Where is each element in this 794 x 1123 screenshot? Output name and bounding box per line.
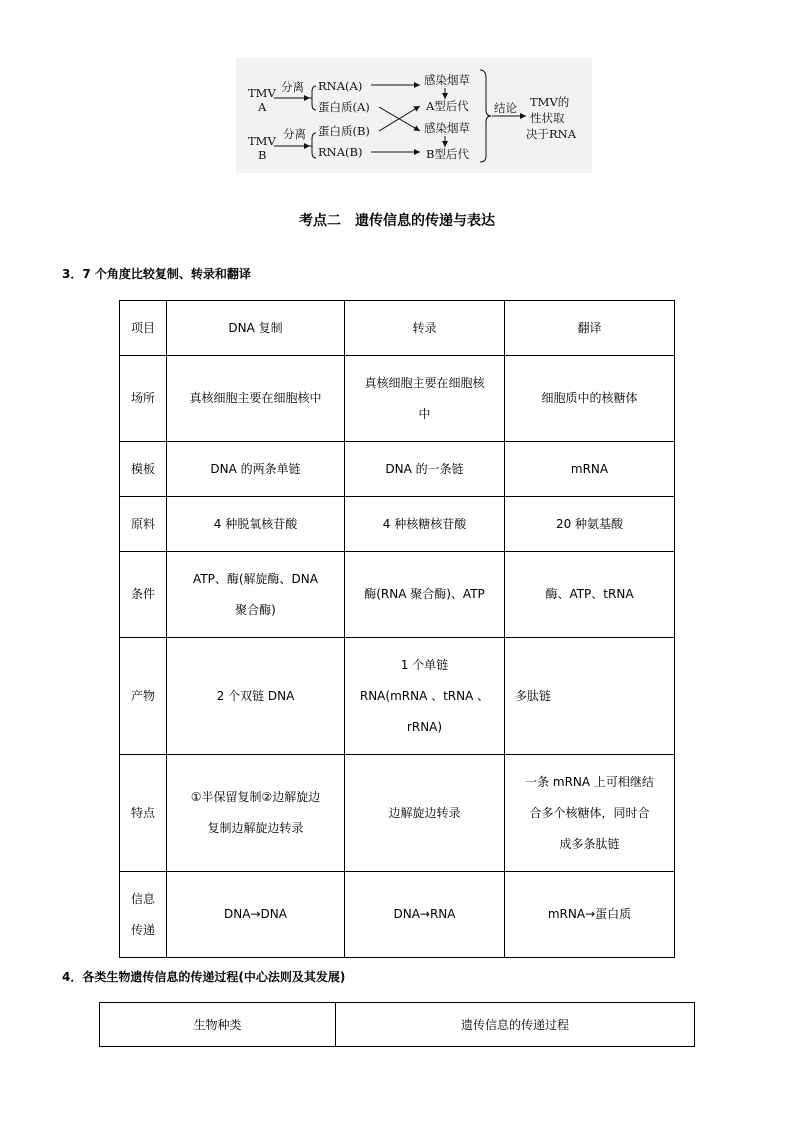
- cell-replication: [167, 755, 345, 872]
- result-line1: TMV的: [530, 95, 570, 109]
- conclusion-brace: [480, 70, 491, 162]
- cell-line: DNA 的两条单链: [210, 461, 301, 476]
- offspring-a-label: A型后代: [426, 99, 469, 113]
- header-organism-type: 生物种类: [100, 1003, 336, 1047]
- cell-line: 4 种脱氧核苷酸: [213, 516, 298, 531]
- row-label-line: 传递: [130, 922, 155, 937]
- tmv-experiment-diagram: [236, 58, 592, 173]
- table-row: [120, 872, 675, 958]
- row-label-line: 模板: [130, 461, 155, 476]
- cell-translation: [505, 356, 675, 442]
- brace-a: [309, 86, 316, 110]
- cell-translation: [505, 497, 675, 552]
- table-row: [120, 442, 675, 497]
- table-row: [120, 755, 675, 872]
- cell-line: DNA→DNA: [224, 907, 287, 921]
- table-header-row: [120, 301, 675, 356]
- infect-label-b: 感染烟草: [424, 121, 470, 135]
- cell-line: 真核细胞主要在细胞核: [364, 375, 485, 390]
- row-label-line: 原料: [130, 516, 155, 531]
- header-transfer-process: 遗传信息的传递过程: [336, 1003, 695, 1047]
- cell-line: mRNA→蛋白质: [547, 907, 632, 921]
- row-label-line: 产物: [130, 688, 155, 703]
- cell-replication: [167, 356, 345, 442]
- table-header-row: [100, 1003, 695, 1047]
- cell-line: ①半保留复制②边解旋边: [190, 790, 321, 804]
- protein-a-label: 蛋白质(A): [318, 100, 370, 114]
- cell-line: mRNA: [570, 461, 609, 476]
- result-line2: 性状取: [530, 111, 565, 125]
- cell-line: 20 种氨基酸: [555, 516, 624, 531]
- header-translation: 翻译: [505, 301, 675, 356]
- comparison-table: [119, 300, 675, 958]
- cell-line: 聚合酶): [235, 602, 276, 617]
- cell-line: rRNA): [406, 719, 443, 734]
- row-label-line: 条件: [130, 587, 155, 601]
- conclusion-label: 结论: [494, 101, 517, 115]
- cell-transcription: [345, 497, 505, 552]
- cell-transcription: [345, 356, 505, 442]
- section-3-heading: 3．7 个角度比较复制、转录和翻译: [62, 267, 251, 281]
- separate-label-a: 分离: [281, 80, 304, 94]
- row-label: [120, 442, 167, 497]
- table-row: [120, 638, 675, 755]
- cell-translation: [505, 755, 675, 872]
- section-title: 考点二 遗传信息的传递与表达: [299, 213, 495, 229]
- section-4-heading: 4．各类生物遗传信息的传递过程(中心法则及其发展): [62, 970, 346, 984]
- cell-line: 细胞质中的核糖体: [541, 391, 638, 405]
- brace-b: [309, 133, 316, 158]
- cell-line: 1 个单链: [400, 657, 449, 672]
- cell-line: 成多条肽链: [559, 836, 620, 851]
- cell-transcription: [345, 872, 505, 958]
- table-row: [120, 356, 675, 442]
- cell-replication: [167, 872, 345, 958]
- offspring-b-label: B型后代: [426, 147, 469, 161]
- row-label: [120, 552, 167, 638]
- cell-replication: [167, 638, 345, 755]
- cell-translation: [505, 552, 675, 638]
- cell-translation: [505, 442, 675, 497]
- cell-transcription: [345, 755, 505, 872]
- cell-line: DNA 的一条链: [385, 461, 464, 476]
- cell-replication: [167, 552, 345, 638]
- cell-line: DNA→RNA: [393, 907, 456, 921]
- table-row: [120, 552, 675, 638]
- rna-a-label: RNA(A): [318, 79, 363, 93]
- cell-translation: [505, 872, 675, 958]
- cell-replication: [167, 442, 345, 497]
- central-dogma-table: [99, 1002, 695, 1047]
- cell-transcription: [345, 442, 505, 497]
- row-label-line: 信息: [130, 891, 155, 906]
- header-item: 项目: [120, 301, 167, 356]
- header-replication: DNA 复制: [167, 301, 345, 356]
- row-label: [120, 872, 167, 958]
- result-line3: 决于RNA: [526, 127, 577, 141]
- cell-line: 合多个核糖体，同时合: [529, 805, 650, 820]
- tmv-diagram-svg: [236, 58, 592, 173]
- cell-line: 中: [418, 406, 431, 421]
- tmv-b-label-line2: B: [258, 148, 267, 162]
- row-label: [120, 497, 167, 552]
- cell-line: RNA(mRNA 、tRNA 、: [359, 688, 490, 703]
- cell-translation: [505, 638, 675, 755]
- rna-b-label: RNA(B): [318, 145, 363, 159]
- row-label-line: 场所: [130, 391, 155, 405]
- cell-line: 边解旋边转录: [388, 805, 461, 820]
- tmv-a-label-line2: A: [258, 100, 267, 114]
- cell-line: 4 种核糖核苷酸: [382, 516, 467, 531]
- cell-line: 复制边解旋边转录: [207, 821, 304, 835]
- cell-replication: [167, 497, 345, 552]
- table-row: [120, 497, 675, 552]
- cell-line: 真核细胞主要在细胞核中: [189, 391, 322, 405]
- row-label: [120, 356, 167, 442]
- header-transcription: 转录: [345, 301, 505, 356]
- cell-transcription: [345, 552, 505, 638]
- cell-line: 多肽链: [515, 688, 552, 703]
- cell-line: 酶、ATP、tRNA: [545, 587, 634, 601]
- row-label: [120, 755, 167, 872]
- tmv-a-label-line1: TMV: [248, 86, 276, 100]
- cell-transcription: [345, 638, 505, 755]
- cell-line: 一条 mRNA 上可相继结: [525, 774, 654, 789]
- cell-line: ATP、酶(解旋酶、DNA: [193, 571, 318, 586]
- tmv-b-label-line1: TMV: [248, 134, 276, 148]
- row-label: [120, 638, 167, 755]
- cell-line: 酶(RNA 聚合酶)、ATP: [364, 587, 485, 601]
- protein-b-label: 蛋白质(B): [318, 124, 370, 138]
- row-label-line: 特点: [130, 805, 155, 820]
- cell-line: 2 个双链 DNA: [216, 688, 295, 703]
- infect-label-a: 感染烟草: [424, 73, 470, 87]
- separate-label-b: 分离: [283, 127, 306, 141]
